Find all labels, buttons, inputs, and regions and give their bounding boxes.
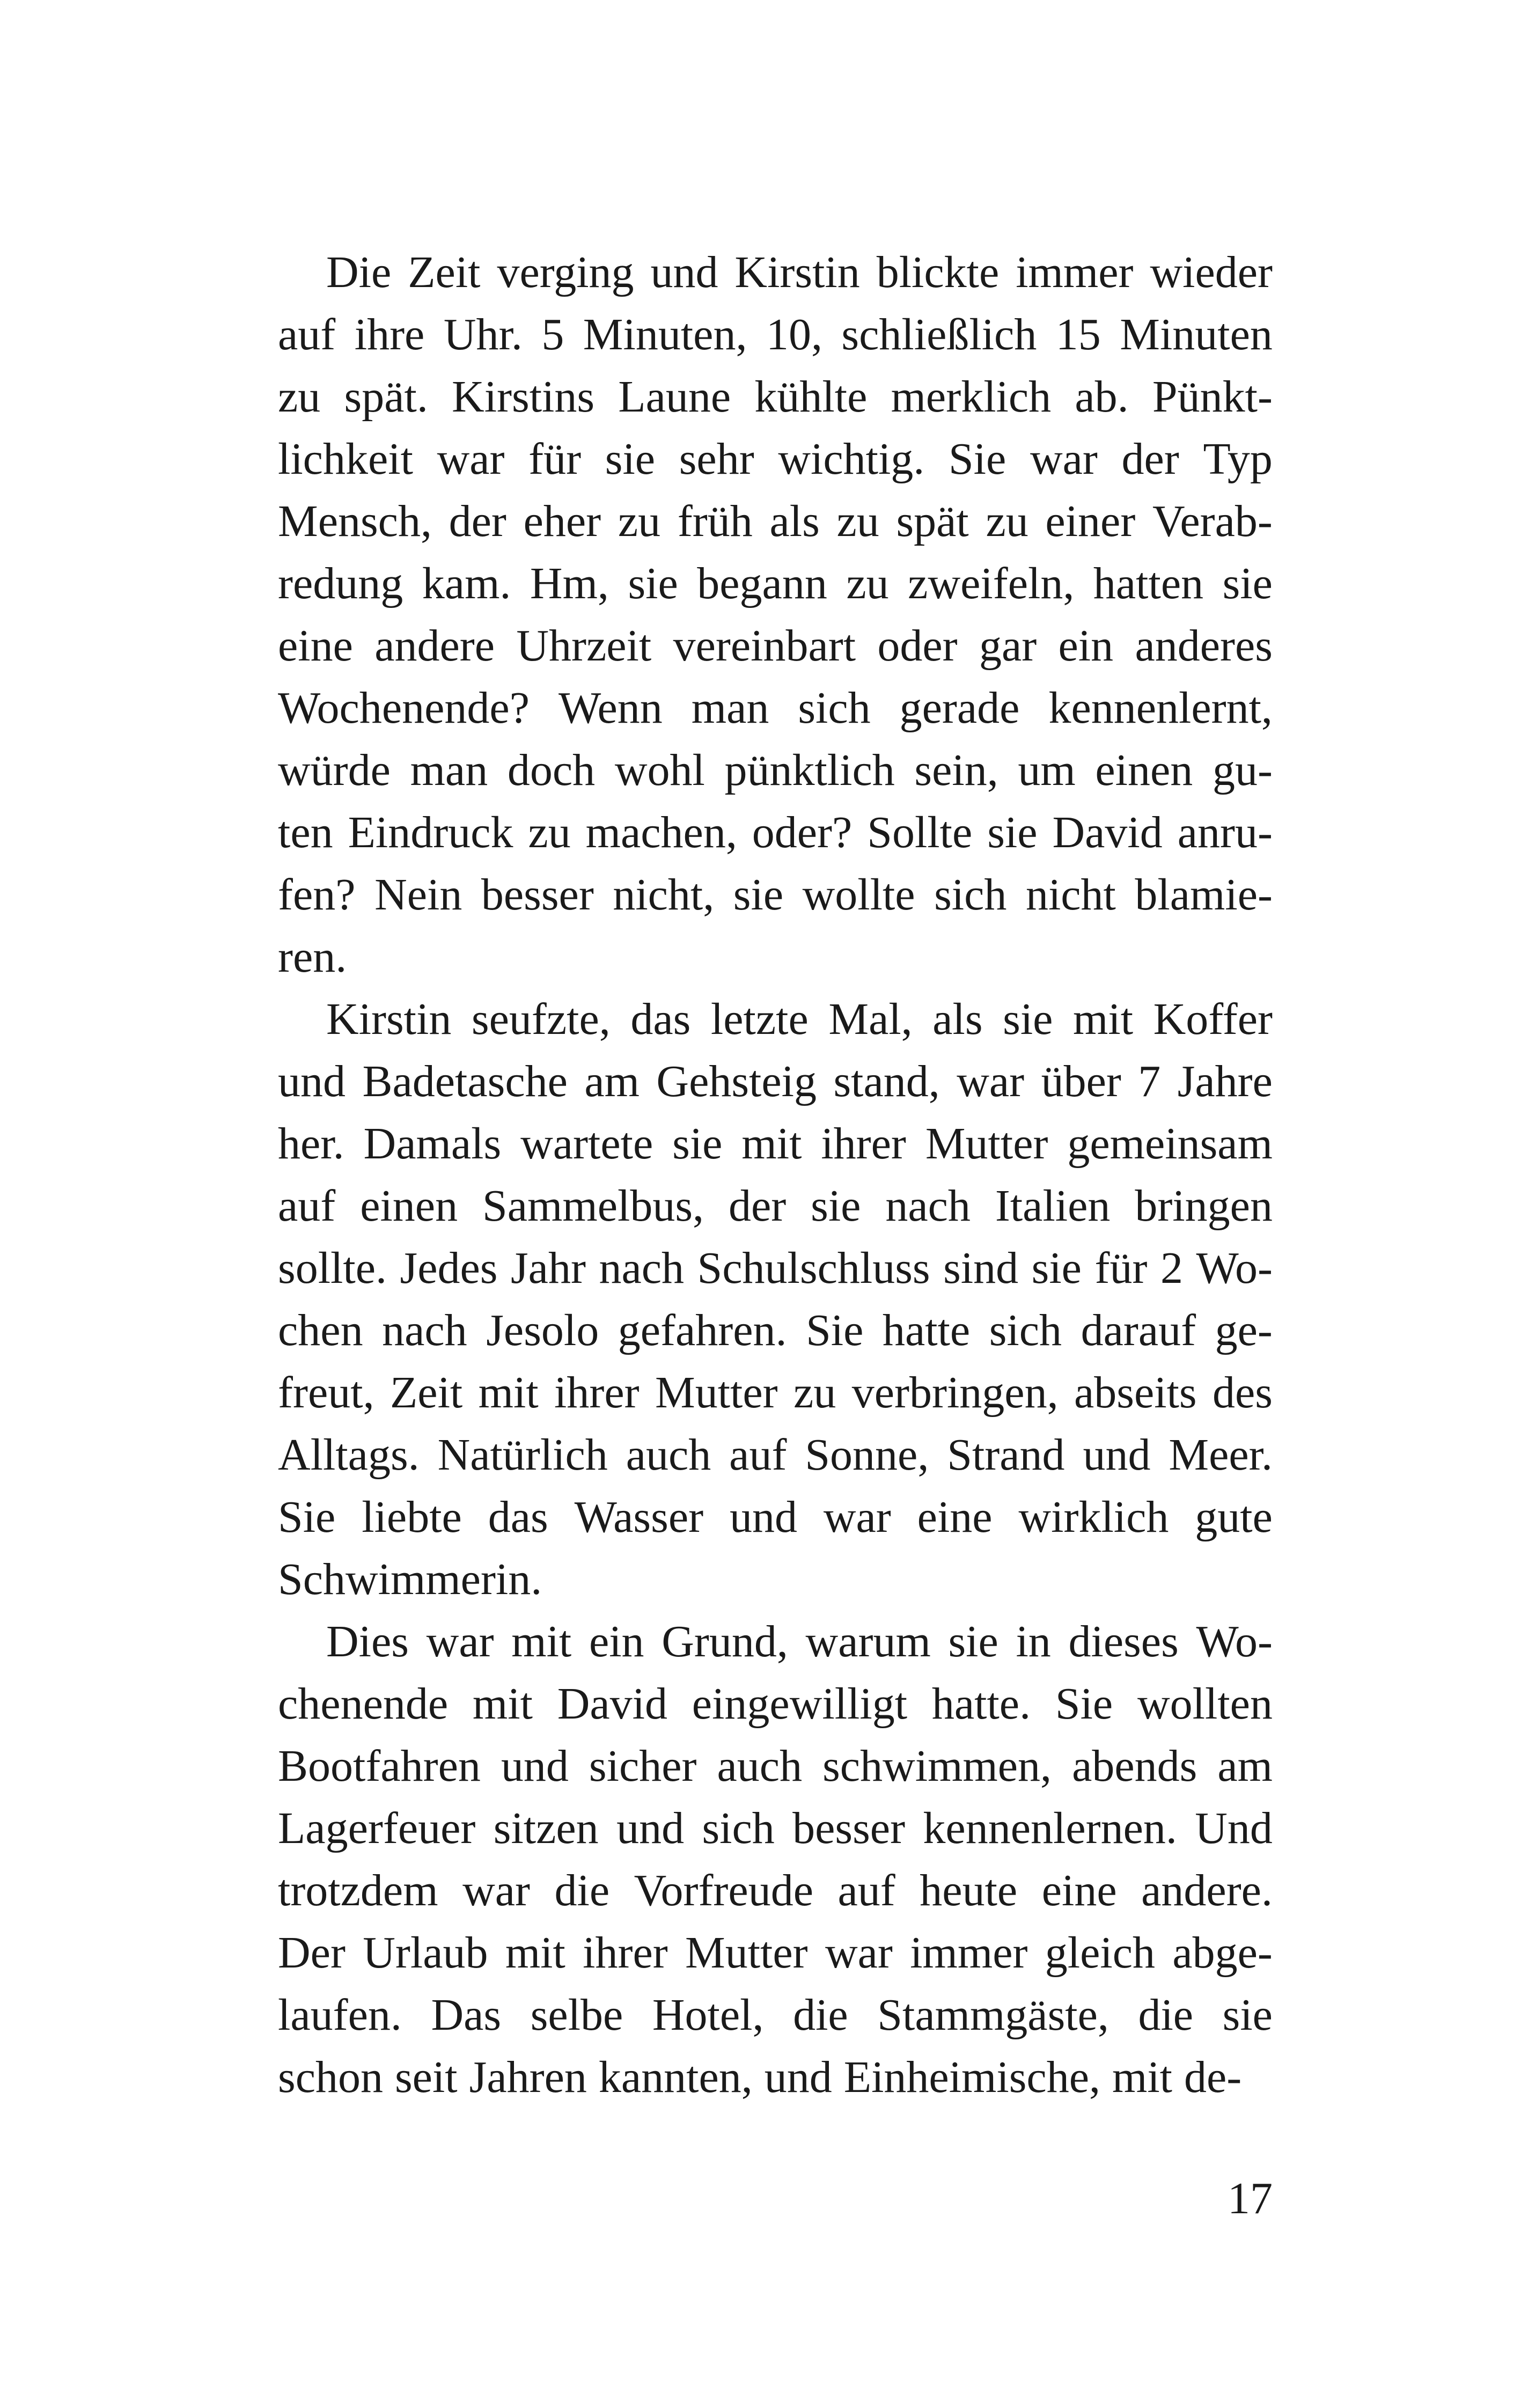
text-line: würde man doch wohl pünktlich sein, um einen gu-	[278, 745, 1273, 795]
text-line: Kirstin seufzte, das letzte Mal, als sie mit Koffer	[326, 994, 1273, 1044]
page-number: 17	[1228, 2174, 1273, 2223]
text-line: und Badetasche am Gehsteig stand, war über 7 Jahre	[278, 1056, 1273, 1106]
text-line: Der Urlaub mit ihrer Mutter war immer gleich abge-	[278, 1928, 1273, 1978]
text-line: her. Damals wartete sie mit ihrer Mutter gemeinsam	[278, 1119, 1273, 1169]
text-line: auf einen Sammelbus, der sie nach Italien bringen	[278, 1181, 1273, 1231]
text-line: ten Eindruck zu machen, oder? Sollte sie David anru-	[278, 807, 1273, 857]
text-line: Bootfahren und sicher auch schwimmen, abends am	[278, 1741, 1273, 1791]
text-line: auf ihre Uhr. 5 Minuten, 10, schließlich 15 Minuten	[278, 310, 1273, 359]
text-line: Schwimmerin.	[278, 1554, 542, 1604]
text-line: freut, Zeit mit ihrer Mutter zu verbringen, abseits des	[278, 1368, 1273, 1418]
text-line: chen nach Jesolo gefahren. Sie hatte sich darauf ge-	[278, 1305, 1273, 1355]
text-line: Dies war mit ein Grund, warum sie in dieses Wo-	[326, 1617, 1273, 1666]
body-text	[278, 241, 1273, 2109]
text-line: Die Zeit verging und Kirstin blickte immer wieder	[326, 247, 1273, 297]
text-line: lichkeit war für sie sehr wichtig. Sie war der Typ	[278, 434, 1273, 484]
text-line: Alltags. Natürlich auch auf Sonne, Strand und Meer.	[278, 1430, 1273, 1480]
text-line: zu spät. Kirstins Laune kühlte merklich ab. Pünkt-	[278, 372, 1273, 422]
text-line: Sie liebte das Wasser und war eine wirklich gute	[278, 1492, 1273, 1542]
text-line: sollte. Jedes Jahr nach Schulschluss sind sie für 2 Wo-	[278, 1243, 1273, 1293]
text-line: chenende mit David eingewilligt hatte. Sie wollten	[278, 1679, 1273, 1729]
text-line: eine andere Uhrzeit vereinbart oder gar ein anderes	[278, 621, 1273, 671]
text-line: Wochenende? Wenn man sich gerade kennenlernt,	[278, 683, 1273, 733]
text-line: redung kam. Hm, sie begann zu zweifeln, hatten sie	[278, 559, 1273, 608]
text-line: schon seit Jahren kannten, und Einheimische, mit de-	[278, 2052, 1242, 2102]
text-line: trotzdem war die Vorfreude auf heute eine andere.	[278, 1866, 1273, 1915]
text-line: ren.	[278, 932, 347, 982]
text-line: laufen. Das selbe Hotel, die Stammgäste, die sie	[278, 1990, 1273, 2040]
text-line: Mensch, der eher zu früh als zu spät zu einer Verab-	[278, 496, 1273, 546]
text-line: Lagerfeuer sitzen und sich besser kennenlernen. Und	[278, 1803, 1273, 1853]
text-line: fen? Nein besser nicht, sie wollte sich nicht blamie-	[278, 870, 1273, 920]
